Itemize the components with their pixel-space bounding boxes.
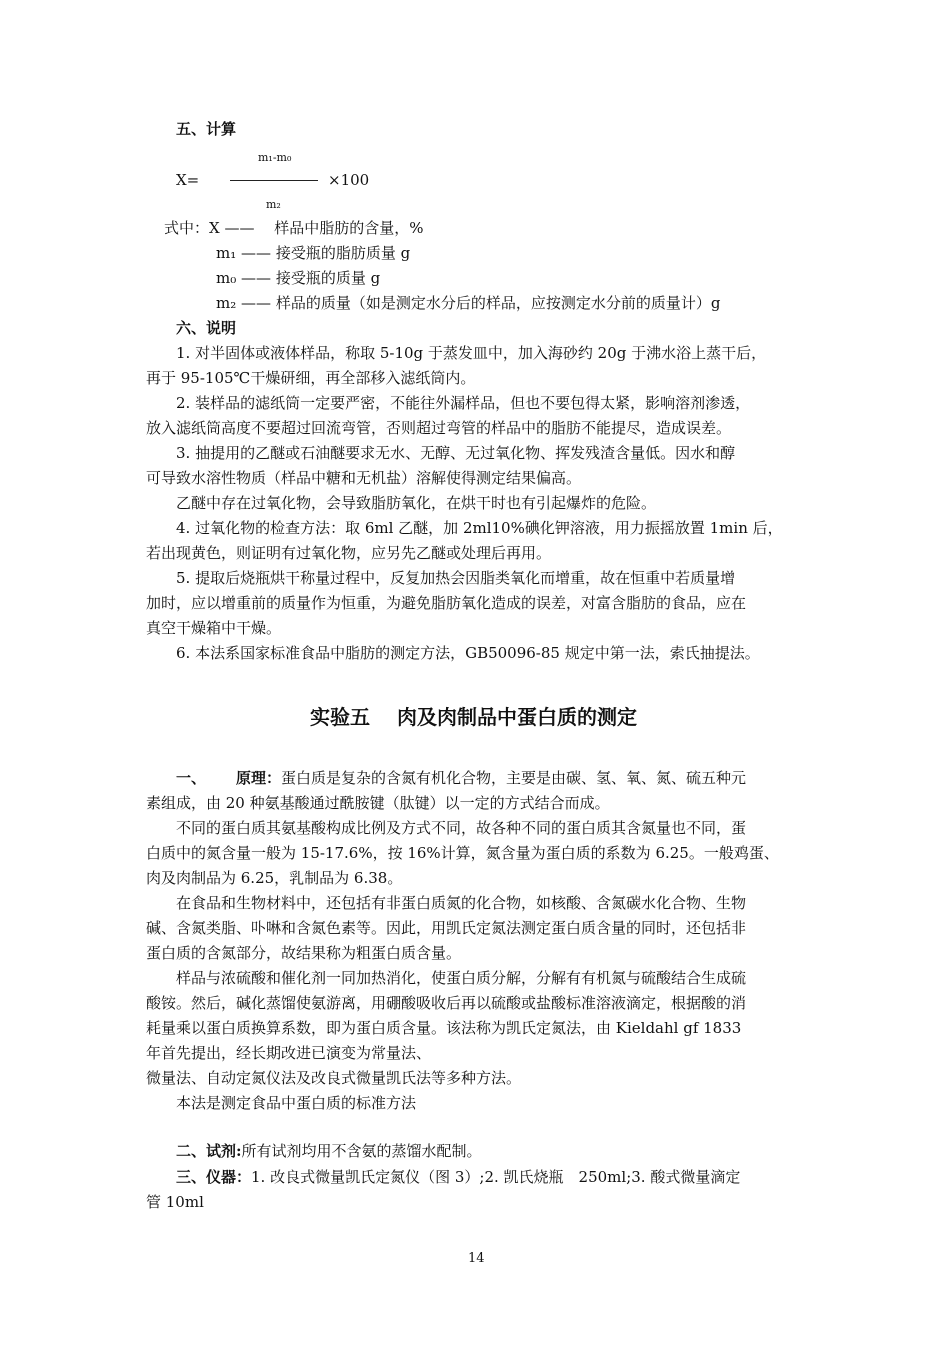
note-line: 6. 本法系国家标准食品中脂肪的测定方法，GB50096-85 规定中第一法，索氏抽提法。 xyxy=(176,644,760,662)
note-line: 3. 抽提用的乙醚或石油醚要求无水、无醇、无过氧化物、挥发残渣含量低。因水和醇 xyxy=(176,444,736,462)
note-line: 1. 对半固体或液体样品，称取 5-10g 于蒸发皿中，加入海砂约 20g 于沸水浴上蒸干后， xyxy=(176,344,767,362)
principle-line: 样品与浓硫酸和催化剂一同加热消化，使蛋白质分解，分解有有机氮与硫酸结合生成硫 xyxy=(176,969,747,987)
apparatus-line-2: 管 10ml xyxy=(146,1193,204,1211)
var-dash: —— xyxy=(241,294,272,312)
var-symbol: m₁ xyxy=(216,244,237,262)
where-line-m0 xyxy=(216,267,380,289)
principle-line: 微量法、自动定氮仪法及改良式微量凯氏法等多种方法。 xyxy=(146,1069,522,1087)
section-label: 三、仪器： xyxy=(176,1168,252,1186)
note-line: 真空干燥箱中干燥。 xyxy=(146,619,282,637)
formula-denominator: m₂ xyxy=(266,198,281,211)
where-line-m1 xyxy=(216,242,410,264)
var-symbol: m₂ xyxy=(216,294,237,312)
note-line: 加时，应以增重前的质量作为恒重，为避免脂肪氧化造成的误差，对富含脂肪的食品，应在 xyxy=(146,594,747,612)
principle-line: 素组成，由 20 种氨基酸通过酰胺键（肽键）以一定的方式结合而成。 xyxy=(146,794,610,812)
calc-heading: 五、计算 xyxy=(176,120,237,138)
principle-line: 本法是测定食品中蛋白质的标准方法 xyxy=(176,1094,417,1112)
apparatus-line xyxy=(176,1166,740,1188)
note-line: 再于 95-105℃干燥研细，再全部移入滤纸筒内。 xyxy=(146,369,476,387)
formula-numerator: m₁-m₀ xyxy=(258,151,292,164)
note-line: 乙醚中存在过氧化物，会导致脂肪氧化，在烘干时也有引起爆炸的危险。 xyxy=(176,494,657,512)
var-symbol: m₀ xyxy=(216,269,237,287)
experiment-title: 实验五 肉及肉制品中蛋白质的测定 xyxy=(310,705,637,729)
principle-text: 蛋白质是复杂的含氮有机化合物，主要是由碳、氢、氧、氮、硫五种元 xyxy=(281,769,747,787)
note-line: 2. 装样品的滤纸筒一定要严密，不能往外漏样品，但也不要包得太紧，影响溶剂渗透， xyxy=(176,394,751,412)
where-label: 式中： xyxy=(164,219,210,237)
section-label: 二、试剂: xyxy=(176,1142,242,1160)
var-symbol: X xyxy=(209,219,220,237)
principle-line: 蛋白质的含氮部分，故结果称为粗蛋白质含量。 xyxy=(146,944,462,962)
formula-multiplier: ×100 xyxy=(328,171,370,189)
principle-line: 白质中的氮含量一般为 15-17.6%，按 16%计算，氮含量为蛋白质的系数为 6.25。一般鸡蛋、 xyxy=(146,844,779,862)
formula-lhs: X= xyxy=(176,171,200,189)
principle-line: 在食品和生物材料中，还包括有非蛋白质氮的化合物，如核酸、含氮碳水化合物、生物 xyxy=(176,894,747,912)
reagents-line xyxy=(176,1140,482,1162)
principle-line: 碱、含氮类脂、卟啉和含氮色素等。因此，用凯氏定氮法测定蛋白质含量的同时，还包括非 xyxy=(146,919,747,937)
var-dash: —— xyxy=(241,269,272,287)
note-line: 可导致水溶性物质（样品中糖和无机盐）溶解使得测定结果偏高。 xyxy=(146,469,582,487)
var-description: 接受瓶的脂肪质量 g xyxy=(275,244,411,262)
fraction-bar xyxy=(230,180,318,181)
note-line: 放入滤纸筒高度不要超过回流弯管，否则超过弯管的样品中的脂肪不能提尽，造成误差。 xyxy=(146,419,732,437)
where-line-x xyxy=(164,217,424,239)
note-line: 4. 过氧化物的检查方法：取 6ml 乙醚，加 2ml10%碘化钾溶液，用力振摇放置 1min 后， xyxy=(176,519,783,537)
var-dash: —— xyxy=(241,244,272,262)
principle-line: 不同的蛋白质其氨基酸构成比例及方式不同，故各种不同的蛋白质其含氮量也不同，蛋 xyxy=(176,819,747,837)
var-description: 样品的质量（如是测定水分后的样品，应按测定水分前的质量计）g xyxy=(275,294,721,312)
var-dash: —— xyxy=(224,219,255,237)
var-description: 样品中脂肪的含量，% xyxy=(274,219,424,237)
principle-line-1 xyxy=(176,767,746,789)
principle-line: 酸铵。然后，碱化蒸馏使氨游离，用硼酸吸收后再以硫酸或盐酸标准溶液滴定，根据酸的消 xyxy=(146,994,747,1012)
var-description: 接受瓶的质量 g xyxy=(275,269,381,287)
principle-line: 肉及肉制品为 6.25，乳制品为 6.38。 xyxy=(146,869,403,887)
section-number: 一、 xyxy=(176,769,207,787)
apparatus-text: 1. 改良式微量凯氏定氮仪（图 3）;2. 凯氏烧瓶 250ml;3. 酸式微量滴定 xyxy=(251,1168,741,1186)
where-line-m2 xyxy=(216,292,720,314)
section-label: 原理： xyxy=(236,769,282,787)
notes-heading: 六、说明 xyxy=(176,319,237,337)
reagents-text: 所有试剂均用不含氨的蒸馏水配制。 xyxy=(241,1142,482,1160)
note-line: 5. 提取后烧瓶烘干称量过程中，反复加热会因脂类氧化而增重，故在恒重中若质量增 xyxy=(176,569,736,587)
principle-line: 年首先提出，经长期改进已演变为常量法、 xyxy=(146,1044,432,1062)
note-line: 若出现黄色，则证明有过氧化物，应另先乙醚或处理后再用。 xyxy=(146,544,552,562)
page-number: 14 xyxy=(468,1251,485,1266)
principle-line: 耗量乘以蛋白质换算系数，即为蛋白质含量。该法称为凯氏定氮法，由 Kieldahl gf 1833 xyxy=(146,1019,742,1037)
